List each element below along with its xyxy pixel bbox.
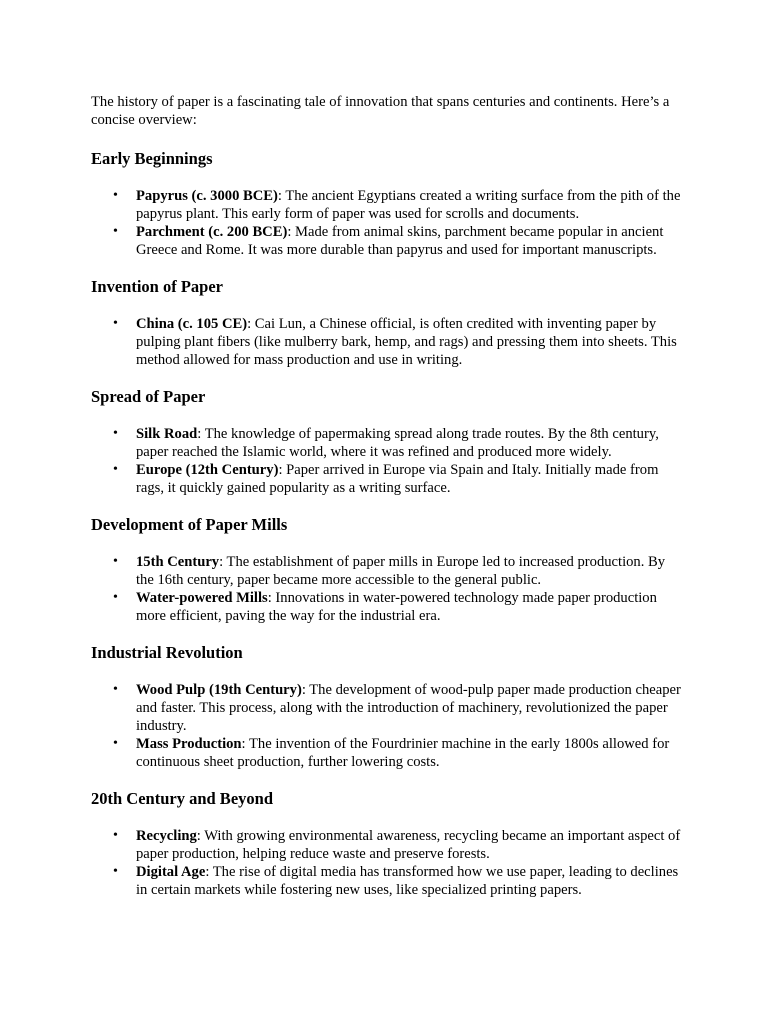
section-heading: Invention of Paper — [91, 277, 223, 296]
section-heading: Development of Paper Mills — [91, 515, 288, 534]
list-item — [91, 425, 683, 461]
list-item-text: : Paper arrived in Europe via Spain and Italy. Initially made from rags, it quickly gained popularity as a writing surface. — [136, 462, 659, 496]
section-heading: Spread of Paper — [91, 387, 206, 406]
list-item — [91, 681, 683, 735]
list-item-term: 15th Century — [136, 554, 220, 570]
list-item — [91, 315, 683, 369]
bullet-list — [91, 187, 683, 259]
list-item-text: : The rise of digital media has transformed how we use paper, leading to declines in certain markets while fostering new uses, like specialized printing papers. — [136, 864, 679, 898]
list-item-text: : The development of wood-pulp paper made production cheaper and faster. This process, along with the introduction of machinery, revolutionized the paper industry. — [136, 682, 681, 734]
intro-paragraph: The history of paper is a fascinating tale of innovation that spans centuries and continents. Here’s a concise overview: — [91, 94, 670, 128]
bullet-list — [91, 315, 683, 369]
list-item-text: : Cai Lun, a Chinese official, is often credited with inventing paper by pulping plant fibers (like mulberry bark, hemp, and rags) and pressing them into sheets. This method allowed for mass production and use in writing. — [136, 316, 677, 368]
list-item-term: Recycling — [136, 828, 197, 844]
list-item-text: : The ancient Egyptians created a writing surface from the pith of the papyrus plant. This early form of paper was used for scrolls and documents. — [136, 188, 681, 222]
section — [91, 643, 683, 771]
list-item — [91, 589, 683, 625]
list-item-term: China (c. 105 CE) — [136, 316, 248, 332]
list-item-text: : The knowledge of papermaking spread along trade routes. By the 8th century, paper reached the Islamic world, where it was refined and produced more widely. — [136, 426, 659, 460]
section — [91, 789, 683, 899]
list-item — [91, 223, 683, 259]
list-item-term: Parchment (c. 200 BCE) — [136, 224, 288, 240]
section-heading: Early Beginnings — [91, 149, 213, 168]
list-item — [91, 827, 683, 863]
list-item — [91, 863, 683, 899]
list-item — [91, 735, 683, 771]
list-item-term: Wood Pulp (19th Century) — [136, 682, 302, 698]
section-heading: Industrial Revolution — [91, 643, 243, 662]
document-page — [91, 94, 683, 899]
list-item — [91, 187, 683, 223]
list-item — [91, 461, 683, 497]
list-item-term: Europe (12th Century) — [136, 462, 279, 478]
list-item-text: : Innovations in water-powered technology made paper production more efficient, paving the way for the industrial era. — [136, 590, 657, 624]
list-item-text: : With growing environmental awareness, recycling became an important aspect of paper production, helping reduce waste and preserve forests. — [136, 828, 681, 862]
list-item — [91, 553, 683, 589]
list-item-text: : The establishment of paper mills in Europe led to increased production. By the 16th century, paper became more accessible to the general public. — [136, 554, 666, 588]
list-item-term: Digital Age — [136, 864, 206, 880]
section — [91, 387, 683, 497]
bullet-list — [91, 827, 683, 899]
list-item-term: Water-powered Mills — [136, 590, 268, 606]
list-item-text: : Made from animal skins, parchment became popular in ancient Greece and Rome. It was more durable than papyrus and used for important manuscripts. — [136, 224, 664, 258]
section — [91, 149, 683, 259]
list-item-term: Mass Production — [136, 736, 242, 752]
section — [91, 515, 683, 625]
section-heading: 20th Century and Beyond — [91, 789, 273, 808]
document-sections — [91, 149, 683, 899]
list-item-term: Silk Road — [136, 426, 198, 442]
bullet-list — [91, 553, 683, 625]
list-item-term: Papyrus (c. 3000 BCE) — [136, 188, 278, 204]
bullet-list — [91, 681, 683, 771]
bullet-list — [91, 425, 683, 497]
list-item-text: : The invention of the Fourdrinier machine in the early 1800s allowed for continuous sheet production, further lowering costs. — [136, 736, 670, 770]
section — [91, 277, 683, 369]
